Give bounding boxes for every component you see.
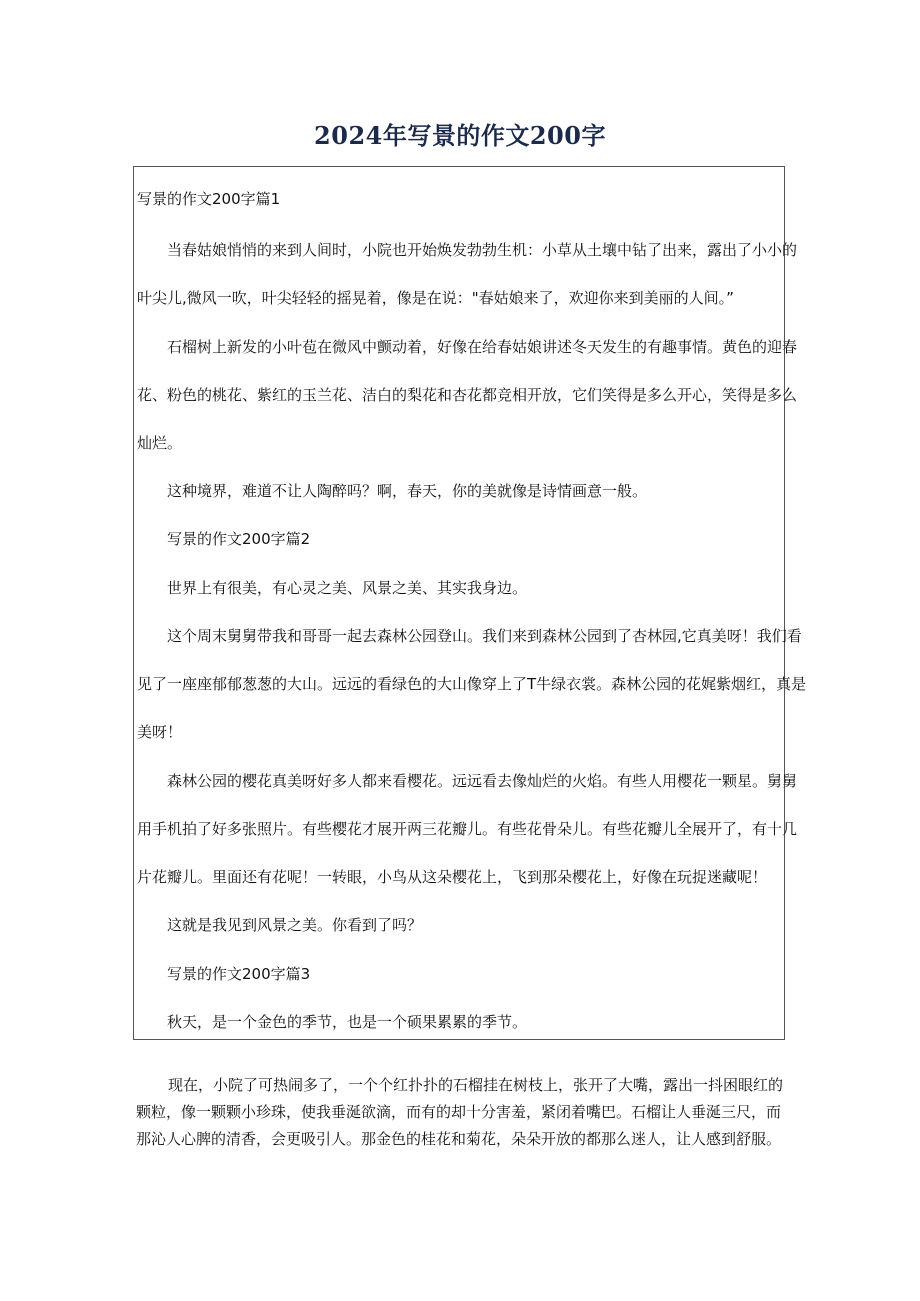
essay-text-line: 用手机拍了好多张照片。有些樱花才展开两三花瓣儿。有些花骨朵儿。有些花瓣儿全展开了，有十几 [137, 820, 798, 838]
essay-text-line: 石榴树上新发的小叶苞在微风中颤动着，好像在给春姑娘讲述冬天发生的有趣事情。黄色的迎春 [167, 338, 798, 356]
essay-text-line: 见了一座座郁郁葱葱的大山。远远的看绿色的大山像穿上了T牛绿衣裳。森林公园的花娓紫烟红，真是 [137, 675, 807, 693]
essay-text-line: 世界上有很美，有心灵之美、风景之美、其实我身边。 [167, 579, 528, 597]
continuation-paragraph: 现在，小院了可热闹多了，一个个红扑扑的石榴挂在树枝上，张开了大嘴，露出一抖困眼红的颗粒，像一颗颗小珍珠，使我垂涎欲滴，而有的却十分害羞，紧闭着嘴巴。石榴让人垂涎三尺，而那沁人心脾的清香，会更吸引人。那金色的桂花和菊花，朵朵开放的都那么迷人，让人感到舒服。 [136, 1076, 784, 1148]
essay-text-line: 森林公园的樱花真美呀好多人都来看樱花。远远看去像灿烂的火焰。有些人用樱花一颗星。舅舅 [167, 772, 798, 790]
essay-text-line: 这就是我见到风景之美。你看到了吗？ [167, 916, 423, 934]
essay-text-line: 这种境界，难道不让人陶醉吗？啊，春天，你的美就像是诗情画意一般。 [167, 482, 648, 500]
essay-text-line: 花、粉色的桃花、紫红的玉兰花、洁白的梨花和杏花都竞相开放，它们笑得是多么开心，笑得是多么 [137, 386, 798, 404]
essay-text-line: 秋天，是一个金色的季节，也是一个硕果累累的季节。 [167, 1013, 528, 1031]
essay-text-line: 美呀！ [137, 723, 183, 741]
essay-text-line: 片花瓣儿。里面还有花呢！一转眼，小鸟从这朵樱花上，飞到那朵樱花上，好像在玩捉迷藏呢！ [137, 868, 768, 886]
essay-heading-2: 写景的作文200字篇2 [167, 530, 311, 548]
essay-text-line: 叶尖儿,微风一吹，叶尖轻轻的摇晃着，像是在说："春姑娘来了，欢迎你来到美丽的人间。” [137, 289, 734, 307]
essay-text-line: 当春姑娘悄悄的来到人间时，小院也开始焕发勃勃生机：小草从土壤中钻了出来，露出了小小的 [167, 241, 798, 259]
essay-heading-3: 写景的作文200字篇3 [167, 965, 311, 983]
essay-heading-1: 写景的作文200字篇1 [137, 190, 281, 208]
page-title: 2024年写景的作文200字 [314, 121, 606, 150]
essay-text-line: 这个周末舅舅带我和哥哥一起去森林公园登山。我们来到森林公园到了杏林园,它真美呀！我们看 [167, 627, 802, 645]
essay-text-line: 灿烂。 [137, 434, 183, 452]
